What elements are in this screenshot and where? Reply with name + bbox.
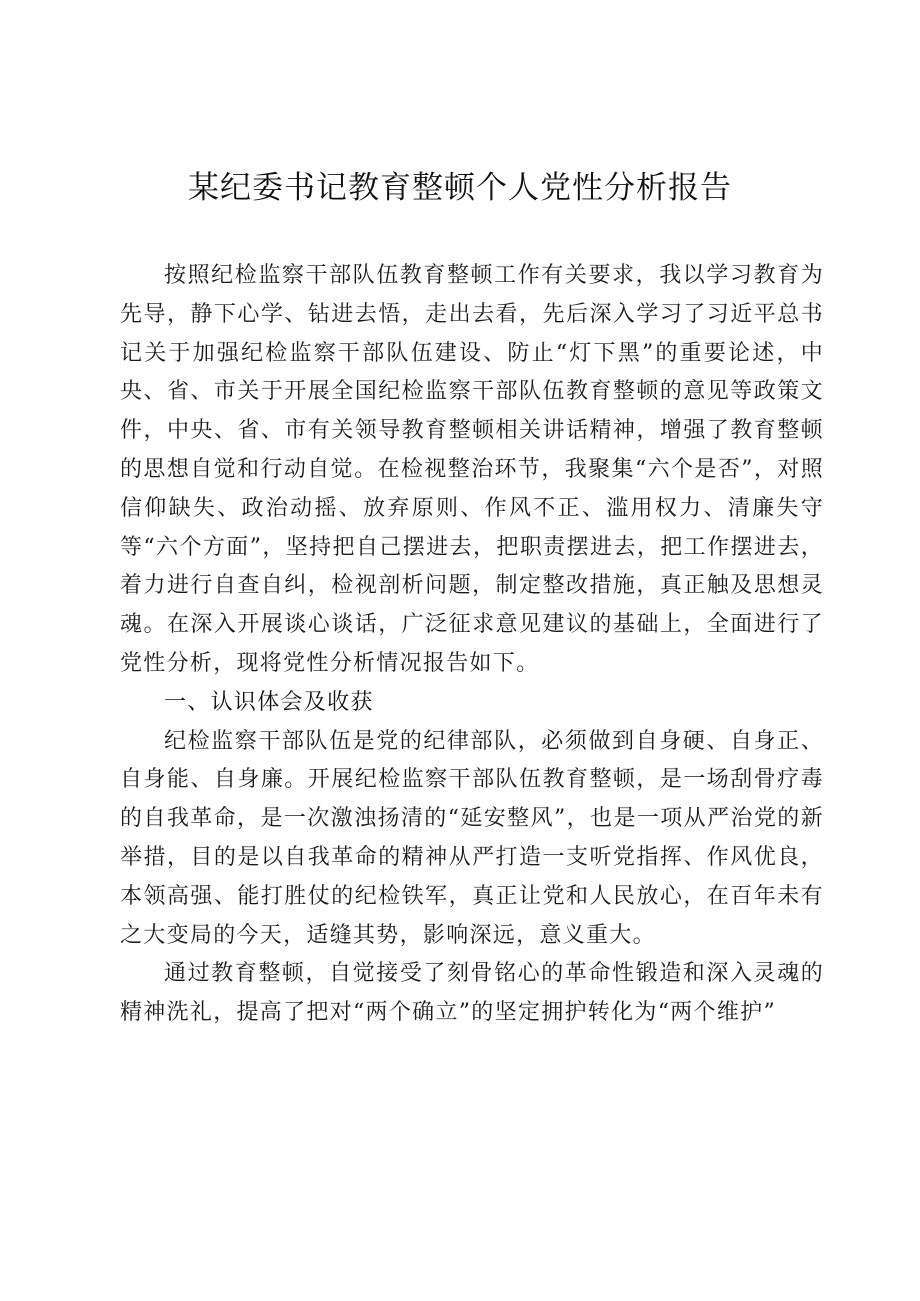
document-title: 某纪委书记教育整顿个人党性分析报告 — [188, 170, 732, 206]
document-body — [120, 257, 824, 1033]
section-paragraph: 通过教育整顿，自觉接受了刻骨铭心的革命性锻造和深入灵魂的精神洗礼，提高了把对“两个确立”的坚定拥护转化为“两个维护” — [120, 961, 824, 1026]
section-heading: 一、认识体会及收获 — [164, 689, 374, 715]
intro-paragraph: 按照纪检监察干部队伍教育整顿工作有关要求，我以学习教育为先导，静下心学、钻进去悟，走出去看，先后深入学习了习近平总书记关于加强纪检监察干部队伍建设、防止“灯下黑”的重要论述，中央、省、市关于开展全国纪检监察干部队伍教育整顿的意见等政策文件，中央、省、市有关领导教育整顿相关讲话精神，增强了教育整顿的思想自觉和行动自觉。在检视整治环节，我聚集“六个是否”，对照信仰缺失、政治动摇、放弃原则、作风不正、滥用权力、清廉失守等“六个方面”，坚持把自己摆进去，把职责摆进去，把工作摆进去，着力进行自查自纠，检视剖析问题，制定整改措施，真正触及思想灵魂。在深入开展谈心谈话，广泛征求意见建议的基础上，全面进行了党性分析，现将党性分析情况报告如下。 — [120, 263, 824, 676]
section-paragraph: 纪检监察干部队伍是党的纪律部队，必须做到自身硬、自身正、自身能、自身廉。开展纪检监察干部队伍教育整顿，是一场刮骨疗毒的自我革命，是一次激浊扬清的“延安整风”，也是一项从严治党的新举措，目的是以自我革命的精神从严打造一支听党指挥、作风优良，本领高强、能打胜仗的纪检铁军，真正让党和人民放心，在百年未有之大变局的今天，适缝其势，影响深远，意义重大。 — [120, 728, 824, 948]
